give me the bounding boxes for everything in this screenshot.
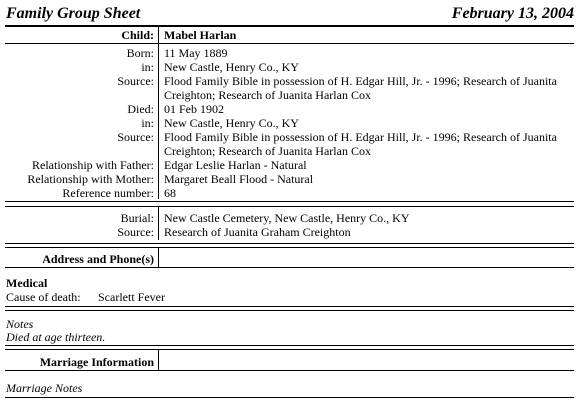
burial-label: Burial: bbox=[120, 211, 154, 225]
cause-of-death-label: Cause of death: bbox=[6, 290, 81, 304]
mother-relationship-label: Relationship with Mother: bbox=[27, 172, 154, 186]
cause-of-death-value: Scarlett Fever bbox=[98, 290, 165, 304]
divider bbox=[5, 25, 574, 27]
reference-number-label: Reference number: bbox=[62, 186, 154, 200]
divider bbox=[5, 397, 574, 398]
died-place-value: New Castle, Henry Co., KY bbox=[164, 116, 299, 130]
born-place-label: in: bbox=[141, 60, 154, 74]
born-source-cont-value: Creighton; Research of Juanita Harlan Cox bbox=[164, 88, 371, 102]
died-label: Died: bbox=[127, 102, 154, 116]
died-value: 01 Feb 1902 bbox=[164, 102, 224, 116]
marriage-information-label: Marriage Information bbox=[39, 355, 154, 369]
burial-value: New Castle Cemetery, New Castle, Henry Co., KY bbox=[164, 211, 410, 225]
divider bbox=[5, 349, 574, 350]
column-divider bbox=[158, 207, 159, 240]
born-source-label: Source: bbox=[117, 74, 154, 88]
father-relationship-value: Edgar Leslie Harlan - Natural bbox=[164, 158, 307, 172]
divider bbox=[5, 310, 574, 311]
column-divider bbox=[158, 27, 159, 43]
died-source-label: Source: bbox=[117, 130, 154, 144]
divider bbox=[5, 345, 574, 346]
mother-relationship-value: Margaret Beall Flood - Natural bbox=[164, 172, 314, 186]
column-divider bbox=[158, 350, 159, 370]
sheet-title: Family Group Sheet bbox=[6, 5, 141, 22]
born-label: Born: bbox=[126, 46, 154, 60]
divider bbox=[5, 267, 574, 268]
column-divider bbox=[158, 248, 159, 267]
divider bbox=[5, 243, 574, 244]
died-source-value: Flood Family Bible in possession of H. Edgar Hill, Jr. - 1996; Research of Juanita bbox=[164, 130, 557, 144]
divider bbox=[5, 43, 574, 44]
medical-heading: Medical bbox=[6, 276, 48, 290]
notes-heading: Notes bbox=[6, 317, 34, 331]
notes-text: Died at age thirteen. bbox=[6, 330, 106, 344]
divider bbox=[5, 306, 574, 307]
divider bbox=[5, 247, 574, 248]
column-divider bbox=[158, 44, 159, 199]
burial-source-label: Source: bbox=[117, 225, 154, 239]
father-relationship-label: Relationship with Father: bbox=[32, 158, 154, 172]
divider bbox=[5, 370, 574, 371]
marriage-notes-heading: Marriage Notes bbox=[6, 381, 83, 395]
child-name: Mabel Harlan bbox=[164, 28, 237, 42]
divider bbox=[5, 206, 574, 207]
burial-source-value: Research of Juanita Graham Creighton bbox=[164, 225, 351, 239]
sheet-date: February 13, 2004 bbox=[451, 5, 574, 22]
divider bbox=[5, 201, 574, 202]
born-source-value: Flood Family Bible in possession of H. Edgar Hill, Jr. - 1996; Research of Juanita bbox=[164, 74, 557, 88]
address-phone-label: Address and Phone(s) bbox=[42, 252, 154, 266]
born-place-value: New Castle, Henry Co., KY bbox=[164, 60, 299, 74]
died-place-label: in: bbox=[141, 116, 154, 130]
born-value: 11 May 1889 bbox=[164, 46, 228, 60]
child-label: Child: bbox=[121, 28, 154, 42]
reference-number-value: 68 bbox=[164, 186, 176, 200]
died-source-cont-value: Creighton; Research of Juanita Harlan Cox bbox=[164, 144, 371, 158]
